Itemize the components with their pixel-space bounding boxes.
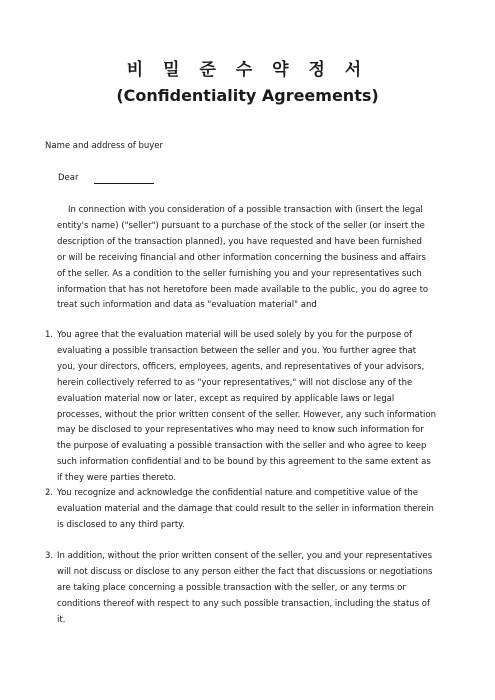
list-item — [45, 486, 437, 534]
salutation-row — [58, 172, 154, 184]
list-item — [45, 328, 437, 487]
list-item-number: 2. — [45, 488, 54, 498]
dear-label: Dear — [58, 173, 79, 183]
intro-paragraph: In connection with you consideration of a possible transaction with (insert the legal entity's name) ("seller") pursuant to a purchase of the stock of the seller (or insert the description of the transaction planned), you have requested and have been furnished or will be receiving financial and other information concerning the business and affairs of the seller. As a condition to the seller furnishing you and your representatives such information that has not heretofore been made available to the public, you do agree to treat such information and data as "evaluation material" and — [57, 205, 429, 311]
list-item-text: You agree that the evaluation material will be used solely by you for the purpose of evaluating a possible transaction between the seller and you. You further agree that you, your directors, officers, employees, agents, and representatives of your advisors, herein collectively referred to as "your representatives," will not disclose any of the evaluation material now or later, except as required by applicable laws or legal processes, without the prior written consent of the seller. However, any such information may be disclosed to your representatives who may need to know such information for the purpose of evaluating a possible transaction with the seller and who agree to keep such information confidential and to be bound by this agreement to the same extent as if they were parties thereto. — [57, 330, 436, 484]
recipient-blank-line — [94, 173, 154, 184]
list-item-number: 3. — [45, 551, 54, 561]
document-title-english: (Confidentiality Agreements) — [116, 86, 379, 105]
buyer-name-address-label: Name and address of buyer — [45, 141, 163, 151]
list-item-text: In addition, without the prior written consent of the seller, you and your representatives will not discuss or disclose to any person either the fact that discussions or negotiations are taking place concerning a possible transaction with the seller, or any terms or conditions thereof with respect to any such possible transaction, including the status of it. — [57, 551, 433, 625]
document-title-korean: 비 밀 준 수 약 정 서 — [126, 60, 369, 80]
list-item — [45, 549, 437, 629]
list-item-number: 1. — [45, 330, 54, 340]
list-item-text: You recognize and acknowledge the confidential nature and competitive value of the evaluation material and the damage that could result to the seller in information therein is disclosed to any third party. — [57, 488, 434, 530]
